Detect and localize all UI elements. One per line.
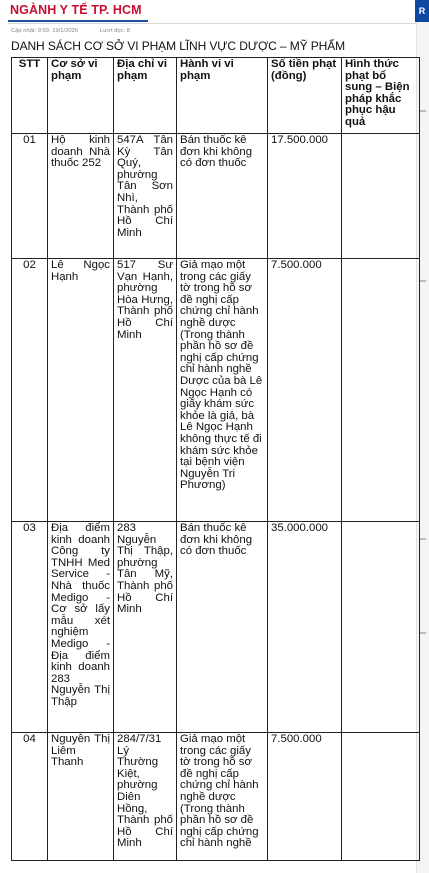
table-row (12, 134, 420, 259)
side-tab[interactable]: R (415, 0, 429, 22)
table-header-row (12, 58, 420, 134)
cell-fine: 7.500.000 (268, 259, 342, 522)
cell-extra (342, 733, 420, 861)
cell-stt: 03 (12, 522, 48, 733)
col-facility: Cơ sở vi phạm (48, 58, 114, 134)
view-count: Lượt đọc: 8 (100, 28, 130, 34)
cell-stt: 02 (12, 259, 48, 522)
article-meta (11, 28, 130, 34)
cell-extra (342, 522, 420, 733)
cell-violation: Bán thuốc kê đơn khi không có đơn thuốc (177, 522, 268, 733)
table-row (12, 522, 420, 733)
col-extra: Hình thức phạt bổ sung – Biện pháp khắc phục hậu quả (342, 58, 420, 134)
col-violation: Hành vi vi phạm (177, 58, 268, 134)
cell-violation: Giả mạo một trong các giấy tờ trong hồ sơ đề nghị cấp chứng chỉ hành nghề dược (Trong thành phần hồ sơ đề nghị cấp chứng chỉ hành nghề Dược của bà Lê Ngọc Hạnh có giấy khám sức khỏe là giả, bà Lê Ngọc Hạnh không thực tế đi khám sức khỏe tại bệnh viện Nguyễn Tri Phương) (177, 259, 268, 522)
col-stt: STT (12, 58, 48, 134)
document-title: DANH SÁCH CƠ SỞ VI PHẠM LĨNH VỰC DƯỢC – MỸ PHẨM (11, 39, 346, 53)
violations-table (11, 57, 420, 861)
cell-address: 547A Tân Kỳ Tân Quý, phường Tân Sơn Nhì, Thành phố Hồ Chí Minh (114, 134, 177, 259)
cell-facility: Hộ kinh doanh Nhà thuốc 252 (48, 134, 114, 259)
cell-fine: 17.500.000 (268, 134, 342, 259)
header-divider (8, 23, 416, 24)
col-address: Địa chỉ vi phạm (114, 58, 177, 134)
cell-address: 283 Nguyễn Thị Thập, phường Tân Mỹ, Thành phố Hồ Chí Minh (114, 522, 177, 733)
cell-extra (342, 134, 420, 259)
site-brand[interactable]: NGÀNH Y TẾ TP. HCM (10, 3, 142, 17)
table-row (12, 259, 420, 522)
scroll-mark (420, 110, 426, 112)
cell-facility: Lê Ngọc Hạnh (48, 259, 114, 522)
scroll-mark (420, 280, 426, 282)
cell-facility: Nguyễn Thị Liêm Thanh (48, 733, 114, 861)
cell-facility: Địa điểm kinh doanh Công ty TNHH Med Service - Nhà thuốc Medigo - Cơ sở lấy mẫu xét nghiệm Medigo - Địa điểm kinh doanh 283 Nguyễn Thị Thập (48, 522, 114, 733)
top-bar (0, 0, 429, 22)
cell-fine: 35.000.000 (268, 522, 342, 733)
cell-violation: Bán thuốc kê đơn khi không có đơn thuốc (177, 134, 268, 259)
scroll-mark (420, 538, 426, 540)
scroll-mark (420, 632, 426, 634)
cell-address: 284/7/31 Lý Thường Kiệt, phường Diên Hồng, Thành phố Hồ Chí Minh (114, 733, 177, 861)
table-row (12, 733, 420, 861)
col-fine: Số tiền phạt (đồng) (268, 58, 342, 134)
brand-underline (8, 20, 148, 22)
cell-fine: 7.500.000 (268, 733, 342, 861)
cell-violation: Giả mạo một trong các giấy tờ trong hồ sơ đề nghị cấp chứng chỉ hành nghề dược (Trong thành phần hồ sơ đề nghị cấp chứng chỉ hành nghề (177, 733, 268, 861)
updated-time: Cập nhật: 9:59, 19/1/2026 (11, 28, 79, 34)
cell-address: 517 Sư Vạn Hạnh, phường Hòa Hưng, Thành phố Hồ Chí Minh (114, 259, 177, 522)
cell-stt: 04 (12, 733, 48, 861)
cell-extra (342, 259, 420, 522)
cell-stt: 01 (12, 134, 48, 259)
